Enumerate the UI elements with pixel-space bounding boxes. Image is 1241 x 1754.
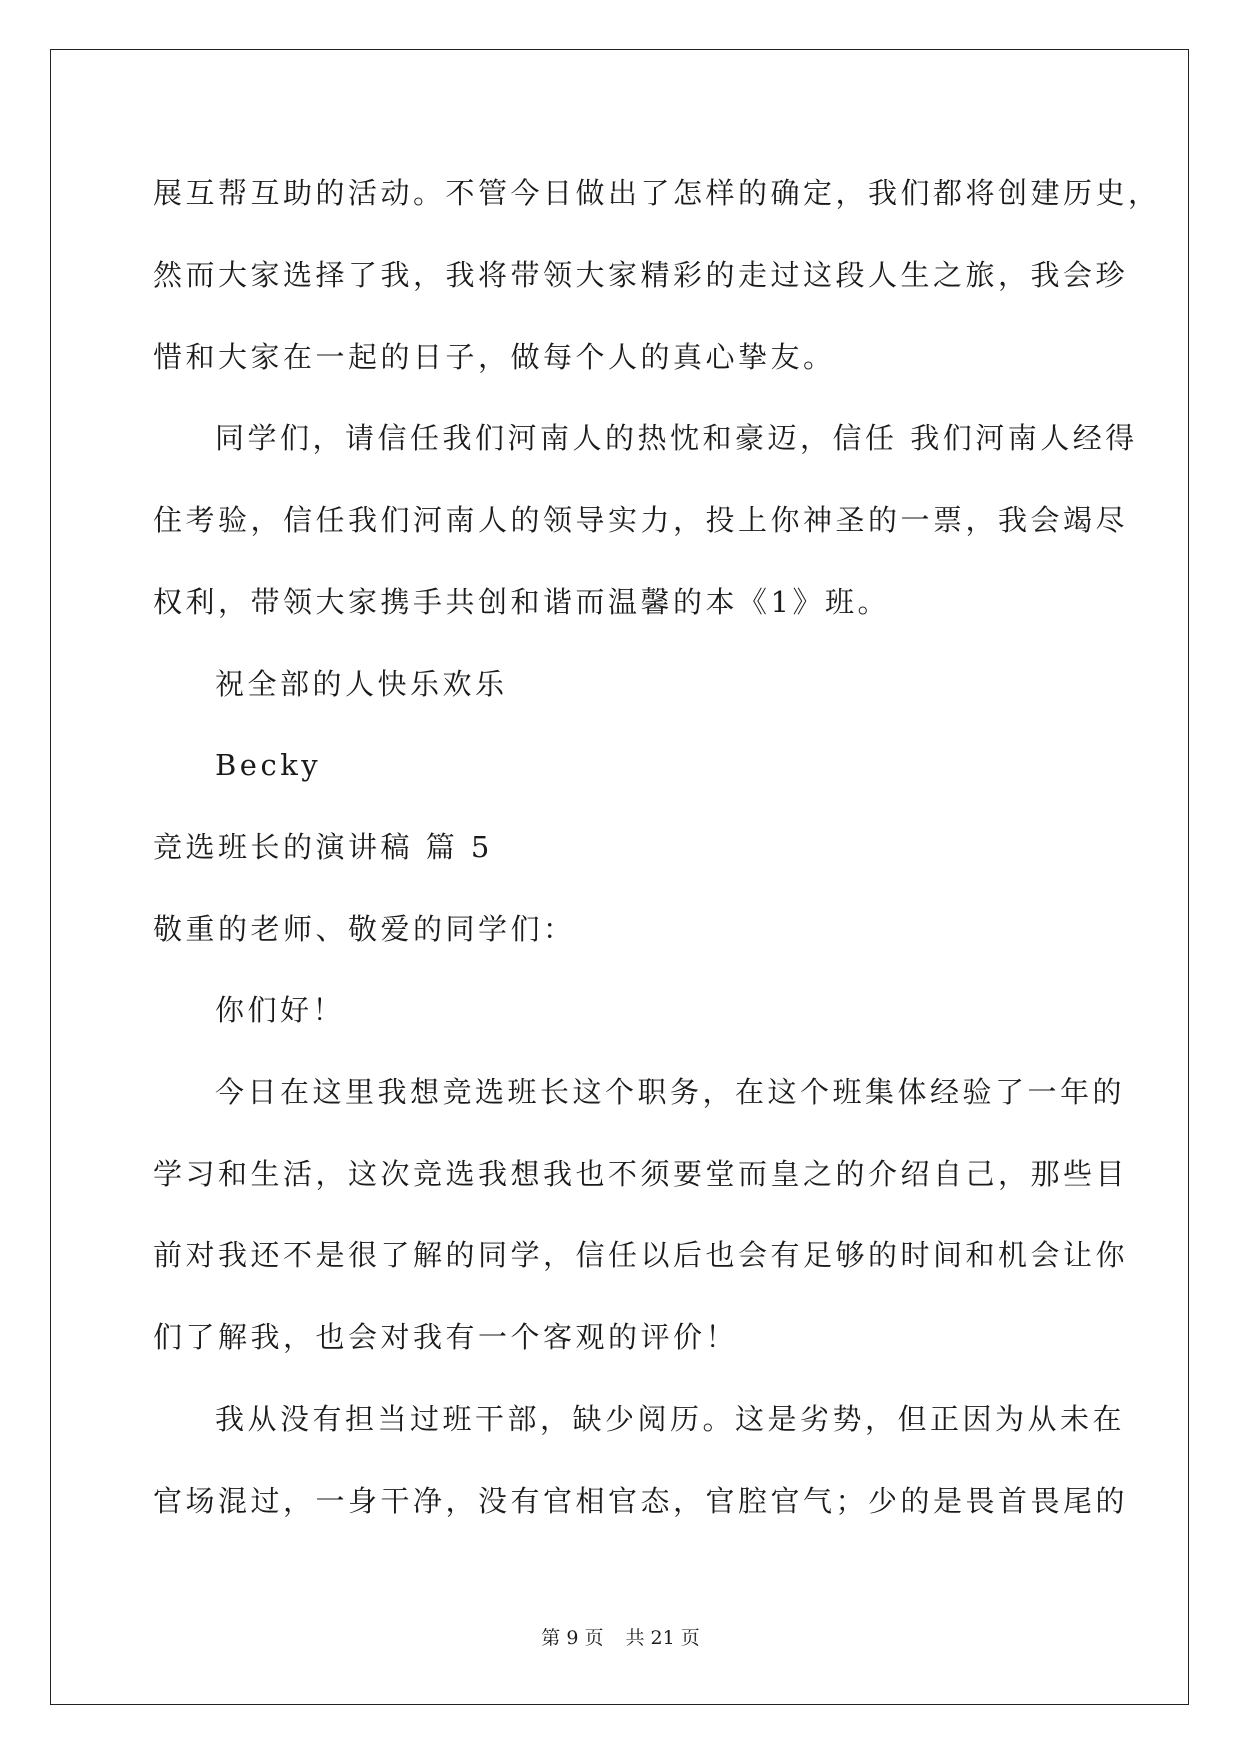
- text-line: 惜和大家在一起的日子，做每个人的真心挚友。: [153, 340, 836, 374]
- page-border: [50, 49, 1189, 1705]
- paragraph-start-line: 同学们，请信任我们河南人的热忱和豪迈，信任 我们河南人经得: [215, 421, 1138, 455]
- page-number: 第 9 页: [541, 1627, 604, 1649]
- signature-name: Becky: [215, 748, 322, 782]
- page-footer: [0, 1625, 1241, 1651]
- paragraph-start-line: 今日在这里我想竞选班长这个职务，在这个班集体经验了一年的: [215, 1075, 1126, 1109]
- text-line: 住考验，信任我们河南人的领导实力，投上你神圣的一票，我会竭尽: [153, 503, 1129, 537]
- text-line: 权利，带领大家携手共创和谐而温馨的本《1》班。: [153, 585, 890, 619]
- page-total: 共 21 页: [625, 1627, 700, 1649]
- greeting: 你们好！: [215, 993, 346, 1027]
- text-line: 然而大家选择了我，我将带领大家精彩的走过这段人生之旅，我会珍: [153, 258, 1129, 292]
- text-line: 学习和生活，这次竞选我想我也不须要堂而皇之的介绍自己，那些目: [153, 1157, 1129, 1191]
- salutation: 敬重的老师、敬爱的同学们：: [153, 912, 576, 946]
- text-line: 官场混过，一身干净，没有官相官态，官腔官气；少的是畏首畏尾的: [153, 1484, 1129, 1518]
- text-line: 前对我还不是很了解的同学，信任以后也会有足够的时间和机会让你: [153, 1238, 1129, 1272]
- closing-wish: 祝全部的人快乐欢乐: [215, 667, 508, 701]
- text-line: 们了解我，也会对我有一个客观的评价！: [153, 1320, 739, 1354]
- text-line: 展互帮互助的活动。不管今日做出了怎样的确定，我们都将创建历史，: [153, 176, 1161, 210]
- section-heading: 竞选班长的演讲稿 篇 5: [153, 830, 493, 864]
- paragraph-start-line: 我从没有担当过班干部，缺少阅历。这是劣势，但正因为从未在: [215, 1402, 1126, 1436]
